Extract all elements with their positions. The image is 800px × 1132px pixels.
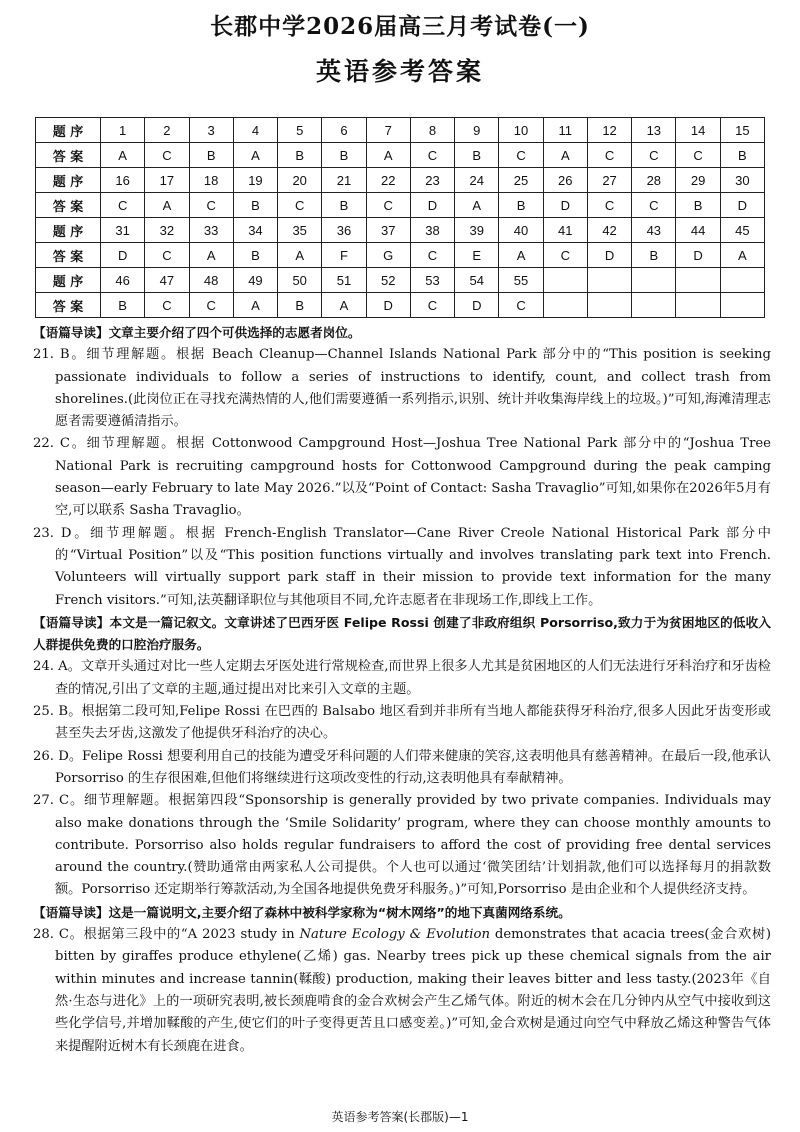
- question-number: 34: [233, 218, 277, 243]
- question-number: 9: [455, 118, 499, 143]
- question-number: 31: [101, 218, 145, 243]
- question-number: [676, 268, 720, 293]
- question-number: [632, 268, 676, 293]
- answer-cell: C: [543, 243, 587, 268]
- question-number: 50: [278, 268, 322, 293]
- answer-cell: A: [233, 143, 277, 168]
- question-number: 20: [278, 168, 322, 193]
- exam-title: 长郡中学2026届高三月考试卷(一): [210, 13, 590, 40]
- answer-cell: B: [632, 243, 676, 268]
- answer-cell: A: [278, 243, 322, 268]
- answer-cell: C: [189, 193, 233, 218]
- question-number: 11: [543, 118, 587, 143]
- answer-cell: B: [189, 143, 233, 168]
- answer-cell: C: [499, 143, 543, 168]
- answer-cell: A: [499, 243, 543, 268]
- question-number: 42: [587, 218, 631, 243]
- answer-cell: A: [366, 143, 410, 168]
- number-row: [36, 168, 765, 193]
- answer-cell: F: [322, 243, 366, 268]
- answer-explanation: 24. A。文章开头通过对比一些人定期去牙医处进行常规检查,而世界上很多人尤其是贫困地区的人们无法进行牙科治疗和牙齿检查的情况,引出了文章的主题,通过提出对比来引入文章的主题。: [33, 659, 771, 697]
- answer-cell: A: [322, 293, 366, 318]
- question-number: 21: [322, 168, 366, 193]
- answer-row: [36, 193, 765, 218]
- answer-cell: A: [720, 243, 764, 268]
- answer-cell: C: [189, 293, 233, 318]
- question-number: [587, 268, 631, 293]
- answer-cell: C: [366, 193, 410, 218]
- answer-cell: G: [366, 243, 410, 268]
- explanation-text: 28. C。根据第三段中的“A 2023 study in: [33, 927, 300, 943]
- answer-cell: E: [455, 243, 499, 268]
- question-number: 49: [233, 268, 277, 293]
- answer-cell: B: [278, 143, 322, 168]
- answer-cell: [632, 293, 676, 318]
- answer-cell: D: [720, 193, 764, 218]
- question-number: [543, 268, 587, 293]
- answer-cell: B: [233, 243, 277, 268]
- answer-cell: C: [587, 193, 631, 218]
- question-number: 37: [366, 218, 410, 243]
- answer-table: [35, 117, 765, 318]
- answer-cell: C: [499, 293, 543, 318]
- answer-cell: [587, 293, 631, 318]
- question-number: 51: [322, 268, 366, 293]
- answer-cell: C: [410, 243, 454, 268]
- question-number: 52: [366, 268, 410, 293]
- answer-explanation: 26. D。Felipe Rossi 想要利用自己的技能为遭受牙科问题的人们带来健康的笑容,这表明他具有慈善精神。在最后一段,他承认 Porsorriso 的生存很困难,但他们将继续进行这项改变性的行动,这表明他具有奉献精神。: [33, 748, 771, 786]
- question-number: 36: [322, 218, 366, 243]
- answer-cell: B: [676, 193, 720, 218]
- question-number: 39: [455, 218, 499, 243]
- question-number: 27: [587, 168, 631, 193]
- question-number: 32: [145, 218, 189, 243]
- answer-cell: B: [720, 143, 764, 168]
- passage-guide: 【语篇导读】本文是一篇记叙文。文章讲述了巴西牙医 Felipe Rossi 创建了非政府组织 Porsorriso,致力于为贫困地区的低收入人群提供免费的口腔治疗服务。: [33, 614, 771, 653]
- answer-cell: C: [278, 193, 322, 218]
- question-number: 26: [543, 168, 587, 193]
- answer-row: [36, 293, 765, 318]
- question-number: 10: [499, 118, 543, 143]
- answer-cell: [720, 293, 764, 318]
- answer-cell: B: [322, 193, 366, 218]
- number-row-label: 题 序: [36, 168, 101, 193]
- number-row: [36, 218, 765, 243]
- answer-cell: A: [101, 143, 145, 168]
- answer-row-label: 答 案: [36, 243, 101, 268]
- question-number: 1: [101, 118, 145, 143]
- answer-cell: C: [410, 293, 454, 318]
- question-number: 16: [101, 168, 145, 193]
- answer-explanation: 23. D。细节理解题。根据 French-English Translator—Cane River Creole National Historical Park 部分中的“Virtual Position”以及“This position functions virtually and involves translating park text into French. Volunteers will virtually support park staff in their mission to provide text information for the many French visitors.”可知,法英翻译职位与其他项目不同,允许志愿者在非现场工作,即线上工作。: [33, 525, 771, 608]
- question-number: 3: [189, 118, 233, 143]
- question-number: 48: [189, 268, 233, 293]
- question-number: 22: [366, 168, 410, 193]
- answer-cell: A: [543, 143, 587, 168]
- answer-cell: C: [632, 193, 676, 218]
- question-number: 29: [676, 168, 720, 193]
- question-number: 53: [410, 268, 454, 293]
- answer-explanation: 27. C。细节理解题。根据第四段“Sponsorship is generally provided by two private companies. Individuals may also make donations through the ‘Smile Solidarity’ program, where they can choose monthly amounts to contribute. Porsorriso also holds regular fundraisers to afford the cost of providing free dental services around the country.(赞助通常由两家私人公司提供。个人也可以通过‘微笑团结’计划捐款,他们可以选择每月的捐款数额。Porsorriso 还定期举行筹款活动,为全国各地提供免费牙科服务。)”可知,Porsorriso 是由企业和个人提供经济支持。: [33, 793, 771, 898]
- question-number: 44: [676, 218, 720, 243]
- answer-row: [36, 243, 765, 268]
- number-row-label: 题 序: [36, 118, 101, 143]
- answer-row: [36, 143, 765, 168]
- answer-cell: D: [543, 193, 587, 218]
- number-row-label: 题 序: [36, 268, 101, 293]
- question-number: 17: [145, 168, 189, 193]
- answer-cell: B: [278, 293, 322, 318]
- question-number: 55: [499, 268, 543, 293]
- question-number: 14: [676, 118, 720, 143]
- answer-cell: A: [145, 193, 189, 218]
- answer-cell: A: [455, 193, 499, 218]
- question-number: 2: [145, 118, 189, 143]
- question-number: 18: [189, 168, 233, 193]
- answer-cell: C: [145, 293, 189, 318]
- answer-cell: C: [587, 143, 631, 168]
- question-number: 28: [632, 168, 676, 193]
- answer-cell: C: [101, 193, 145, 218]
- answer-cell: C: [145, 143, 189, 168]
- answer-cell: C: [632, 143, 676, 168]
- answer-explanation: [33, 924, 771, 1058]
- question-number: 6: [322, 118, 366, 143]
- answer-cell: C: [410, 143, 454, 168]
- answer-cell: D: [587, 243, 631, 268]
- answer-cell: D: [101, 243, 145, 268]
- number-row: [36, 268, 765, 293]
- answer-cell: D: [366, 293, 410, 318]
- answer-cell: D: [410, 193, 454, 218]
- answer-cell: B: [455, 143, 499, 168]
- answer-cell: B: [233, 193, 277, 218]
- question-number: 15: [720, 118, 764, 143]
- explanation-text: demonstrates that acacia trees(金合欢树) bitten by giraffes produce ethylene(乙烯) gas. Nearby trees pick up these chemical signals from the air within minutes and increase tannin(鞣酸) production, making their leaves bitter and less tasty.(2023年《自然·生态与进化》上的一项研究表明,被长颈鹿啃食的金合欢树会产生乙烯气体。附近的树木会在几分钟内从空气中接收到这些化学信号,并增加鞣酸的产生,使它们的叶子变得更苦且口感变差。)”可知,金合欢树是通过向空气中释放乙烯这种警告气体来提醒附近树木有长颈鹿在进食。: [55, 927, 772, 1054]
- question-number: 33: [189, 218, 233, 243]
- passage-guide: 【语篇导读】这是一篇说明文,主要介绍了森林中被科学家称为“树木网络”的地下真菌网络系统。: [33, 904, 571, 920]
- answer-cell: B: [322, 143, 366, 168]
- answer-explanation: 21. B。细节理解题。根据 Beach Cleanup—Channel Islands National Park 部分中的“This position is seeking passionate individuals to follow a series of instructions to identify, count, and collect trash from shorelines.(此岗位正在寻找充满热情的人,他们需要遵循一系列指示,识别、统计并收集海岸线上的垃圾。)”可知,海滩清理志愿者需要遵循清指示。: [33, 347, 771, 430]
- page-header: [0, 10, 800, 92]
- answer-key-title: 英语参考答案: [315, 57, 484, 86]
- question-number: 5: [278, 118, 322, 143]
- question-number: 35: [278, 218, 322, 243]
- answer-row-label: 答 案: [36, 293, 101, 318]
- answer-cell: A: [189, 243, 233, 268]
- answer-cell: C: [676, 143, 720, 168]
- question-number: 40: [499, 218, 543, 243]
- question-number: 24: [455, 168, 499, 193]
- question-number: 45: [720, 218, 764, 243]
- answer-cell: [676, 293, 720, 318]
- answer-cell: [543, 293, 587, 318]
- page-footer: 英语参考答案(长郡版)—1: [331, 1110, 469, 1124]
- answer-row-label: 答 案: [36, 193, 101, 218]
- passage-guide: 【语篇导读】文章主要介绍了四个可供选择的志愿者岗位。: [33, 325, 361, 340]
- answer-cell: D: [676, 243, 720, 268]
- answer-cell: B: [499, 193, 543, 218]
- answer-cell: B: [101, 293, 145, 318]
- question-number: 4: [233, 118, 277, 143]
- question-number: 38: [410, 218, 454, 243]
- answer-explanation: 22. C。细节理解题。根据 Cottonwood Campground Host—Joshua Tree National Park 部分中的“Joshua Tree National Park is recruiting campground hosts for Cottonwood Campground during the peak camping season—early February to late May 2026.”以及“Point of Contact: Sasha Travaglio”可知,如果你在2026年5月有空,可以联系 Sasha Travaglio。: [33, 436, 771, 519]
- question-number: 30: [720, 168, 764, 193]
- question-number: 41: [543, 218, 587, 243]
- question-number: 25: [499, 168, 543, 193]
- question-number: 47: [145, 268, 189, 293]
- explanations: [33, 322, 771, 1058]
- journal-title: Nature Ecology & Evolution: [299, 927, 490, 943]
- question-number: 19: [233, 168, 277, 193]
- answer-row-label: 答 案: [36, 143, 101, 168]
- question-number: 54: [455, 268, 499, 293]
- question-number: 46: [101, 268, 145, 293]
- question-number: 43: [632, 218, 676, 243]
- question-number: [720, 268, 764, 293]
- answer-cell: A: [233, 293, 277, 318]
- answer-cell: C: [145, 243, 189, 268]
- number-row: [36, 118, 765, 143]
- question-number: 23: [410, 168, 454, 193]
- question-number: 13: [632, 118, 676, 143]
- question-number: 12: [587, 118, 631, 143]
- question-number: 7: [366, 118, 410, 143]
- answer-explanation: 25. B。根据第二段可知,Felipe Rossi 在巴西的 Balsabo 地区看到并非所有当地人都能获得牙科治疗,很多人因此牙齿变形或甚至失去牙齿,这激发了他提供牙科治疗的决心。: [33, 704, 771, 742]
- number-row-label: 题 序: [36, 218, 101, 243]
- answer-cell: D: [455, 293, 499, 318]
- question-number: 8: [410, 118, 454, 143]
